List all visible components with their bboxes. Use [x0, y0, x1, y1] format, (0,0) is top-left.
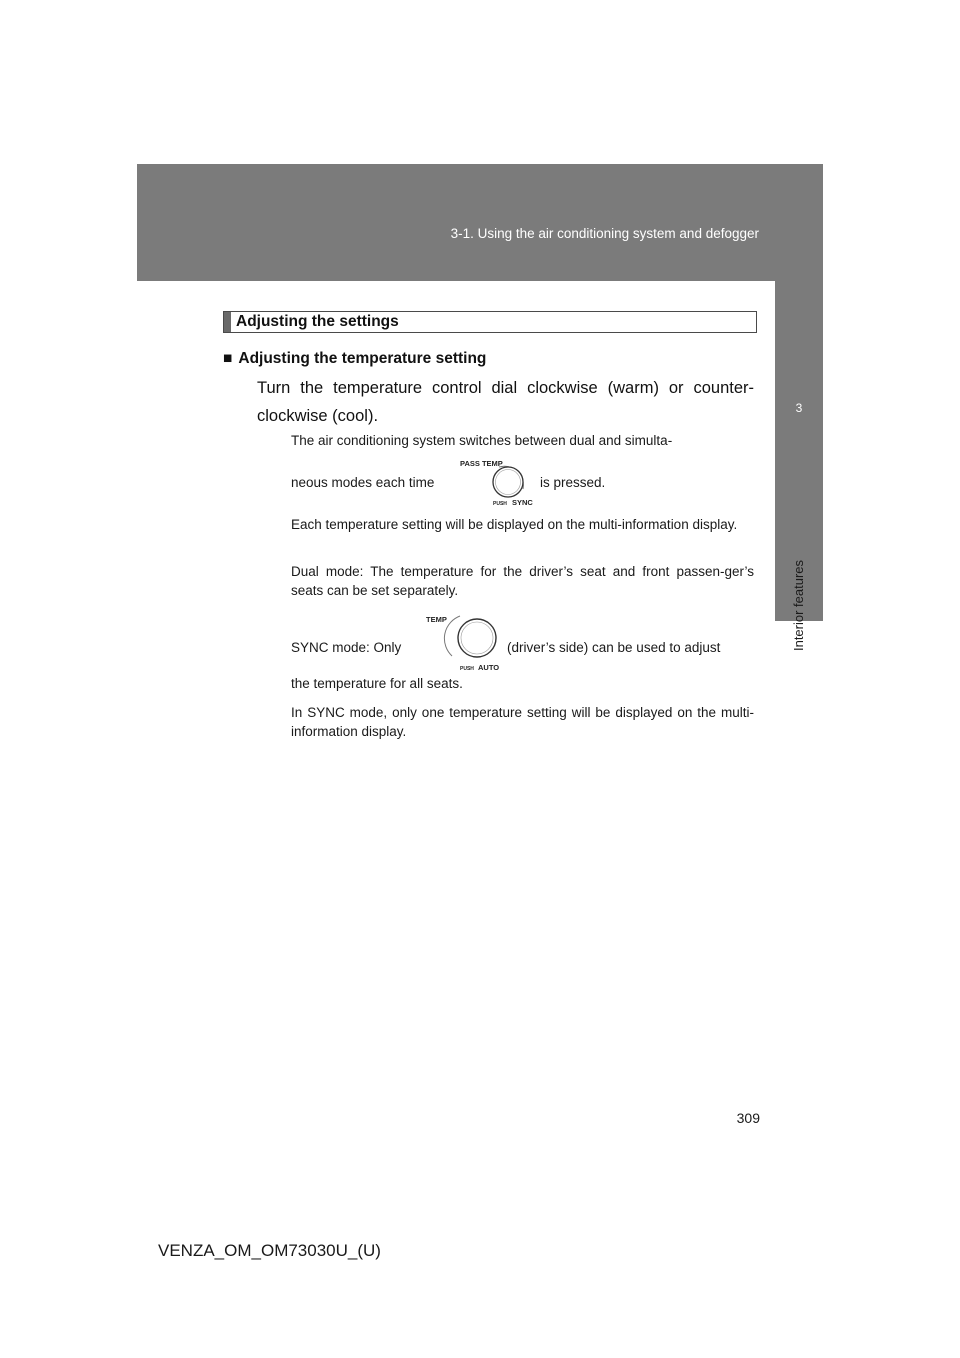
note-dual-sync-suffix: is pressed.	[540, 475, 606, 490]
note-sync-display: In SYNC mode, only one temperature setting will be displayed on the multi-information display.	[291, 705, 754, 739]
chapter-label-text: Interior features	[791, 559, 807, 651]
knob-pass-push-label: PUSH	[493, 501, 507, 507]
document-code: VENZA_OM_OM73030U_(U)	[158, 1241, 381, 1260]
square-bullet-icon: ■	[223, 350, 233, 367]
knob-driver-top-label: TEMP	[426, 615, 447, 624]
note-dual-sync-line1: The air conditioning system switches between dual and simulta-	[291, 433, 673, 448]
note-sync-line2: the temperature for all seats.	[291, 676, 463, 691]
instruction-text: Turn the temperature control dial clockwise (warm) or counter-clockwise (cool).	[257, 379, 754, 425]
pass-temp-sync-knob-icon	[455, 457, 540, 507]
knob-driver-bottom-label: AUTO	[478, 663, 500, 672]
section-heading-bar	[224, 312, 231, 332]
subsection-title: Adjusting the temperature setting	[238, 350, 487, 367]
header-band	[137, 164, 823, 281]
section-heading	[223, 311, 757, 333]
temp-auto-knob-icon	[422, 612, 506, 672]
knob-driver-push-label: PUSH	[460, 666, 474, 672]
section-heading-title: Adjusting the settings	[236, 313, 399, 330]
note-dual-mode: Dual mode: The temperature for the driver’s seat and front passen-ger’s seats can be set separately.	[291, 564, 754, 598]
chapter-number: 3	[795, 401, 803, 415]
chapter-label	[776, 460, 822, 750]
note-sync-suffix: (driver’s side) can be used to adjust	[507, 640, 721, 655]
knob-pass-bottom-label: SYNC	[512, 498, 533, 507]
note-dual-sync-prefix: neous modes each time	[291, 475, 435, 490]
page-number: 309	[736, 1110, 760, 1126]
section-breadcrumb: 3-1. Using the air conditioning system and defogger	[450, 226, 759, 241]
note-multi-info: Each temperature setting will be displayed on the multi-information display.	[291, 517, 738, 532]
knob-pass-top-label: PASS TEMP	[460, 459, 503, 468]
note-sync-prefix: SYNC mode: Only	[291, 640, 402, 655]
subsection-heading	[223, 350, 486, 368]
